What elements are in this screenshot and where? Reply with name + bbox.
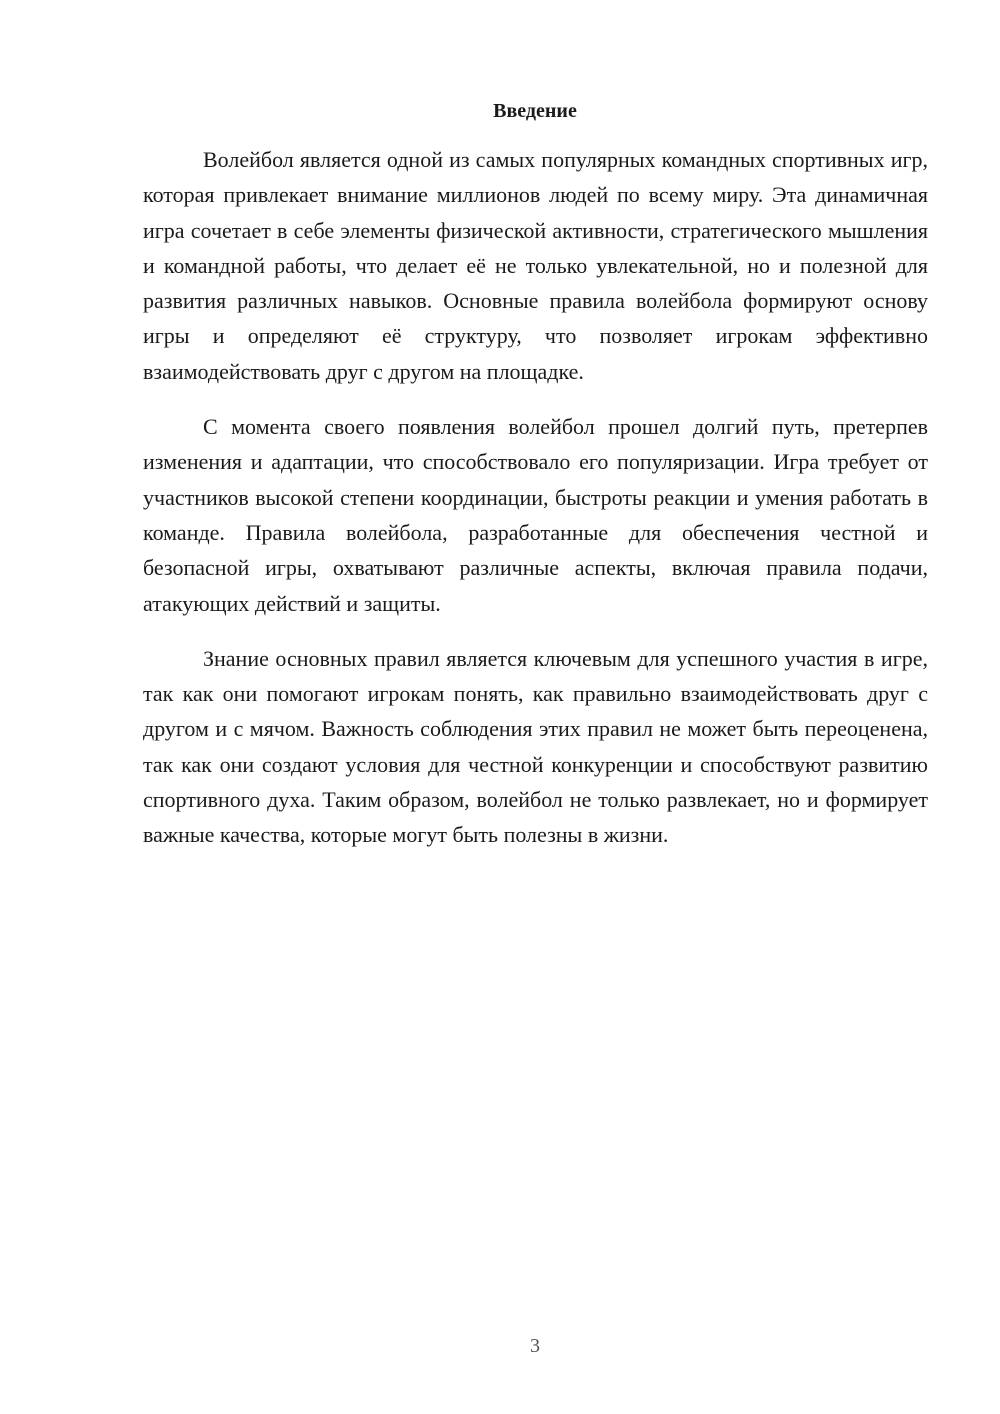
section-heading: Введение: [493, 100, 577, 122]
document-body: [143, 142, 928, 873]
paragraph: Волейбол является одной из самых популярных командных спортивных игр, которая привлекает внимание миллионов людей по всему миру. Эта динамичная игра сочетает в себе элементы физической активности, стратегического мышления и командной работы, что делает её не только увлекательной, но и полезной для развития различных навыков. Основные правила волейбола формируют основу игры и определяют её структуру, что позволяет игрокам эффективно взаимодействовать друг с другом на площадке.: [143, 147, 928, 384]
paragraph: С момента своего появления волейбол прошел долгий путь, претерпев изменения и адаптации, что способствовало его популяризации. Игра требует от участников высокой степени координации, быстроты реакции и умения работать в команде. Правила волейбола, разработанные для обеспечения честной и безопасной игры, охватывают различные аспекты, включая правила подачи, атакующих действий и защиты.: [143, 414, 928, 616]
page-number: 3: [530, 1335, 540, 1357]
paragraph: Знание основных правил является ключевым для успешного участия в игре, так как они помогают игрокам понять, как правильно взаимодействовать друг с другом и с мячом. Важность соблюдения этих правил не может быть переоценена, так как они создают условия для честной конкуренции и способствуют развитию спортивного духа. Таким образом, волейбол не только развлекает, но и формирует важные качества, которые могут быть полезны в жизни.: [143, 645, 928, 848]
